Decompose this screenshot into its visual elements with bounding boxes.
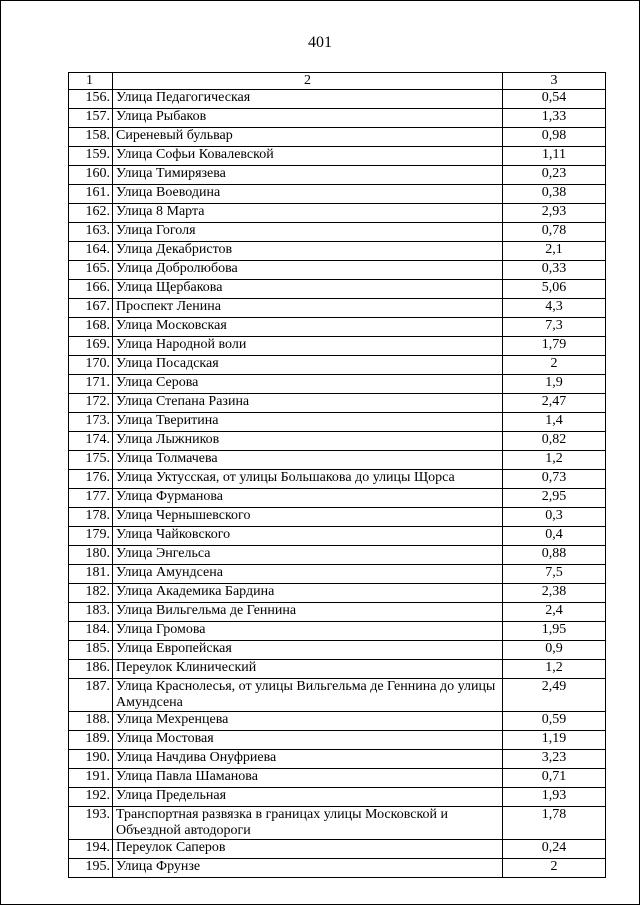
length-value: 1,2: [503, 659, 606, 678]
length-value: 1,11: [503, 146, 606, 165]
length-value: 7,5: [503, 564, 606, 583]
length-value: 3,23: [503, 749, 606, 768]
street-name: Улица Степана Разина: [113, 393, 503, 412]
row-number: 191.: [69, 768, 113, 787]
row-number: 194.: [69, 839, 113, 858]
row-number: 159.: [69, 146, 113, 165]
length-value: 2,4: [503, 602, 606, 621]
length-value: 0,78: [503, 222, 606, 241]
street-name: Улица Энгельса: [113, 545, 503, 564]
length-value: 0,38: [503, 184, 606, 203]
table-row: [69, 260, 606, 279]
length-value: 1,19: [503, 730, 606, 749]
row-number: 181.: [69, 564, 113, 583]
street-name: Улица Мехренцева: [113, 711, 503, 730]
row-number: 171.: [69, 374, 113, 393]
street-name: Улица Посадская: [113, 355, 503, 374]
table-header-row: [69, 73, 606, 90]
length-value: 0,33: [503, 260, 606, 279]
length-value: 2,93: [503, 203, 606, 222]
length-value: 0,71: [503, 768, 606, 787]
row-number: 169.: [69, 336, 113, 355]
table-row: [69, 393, 606, 412]
street-name: Улица Академика Бардина: [113, 583, 503, 602]
row-number: 190.: [69, 749, 113, 768]
table-row: [69, 336, 606, 355]
length-value: 1,4: [503, 412, 606, 431]
table-row: [69, 450, 606, 469]
page-number: 401: [308, 34, 332, 51]
length-value: 0,23: [503, 165, 606, 184]
table-row: [69, 374, 606, 393]
length-value: 2,47: [503, 393, 606, 412]
row-number: 180.: [69, 545, 113, 564]
street-name: Улица Чайковского: [113, 526, 503, 545]
street-name: Сиреневый бульвар: [113, 127, 503, 146]
row-number: 176.: [69, 469, 113, 488]
row-number: 184.: [69, 621, 113, 640]
row-number: 183.: [69, 602, 113, 621]
row-number: 188.: [69, 711, 113, 730]
length-value: 0,54: [503, 89, 606, 108]
length-value: 2,38: [503, 583, 606, 602]
table-row: [69, 412, 606, 431]
street-name: Улица Воеводина: [113, 184, 503, 203]
length-value: 0,73: [503, 469, 606, 488]
row-number: 179.: [69, 526, 113, 545]
header-col-1: 1: [69, 73, 113, 90]
street-name: Улица Амундсена: [113, 564, 503, 583]
row-number: 172.: [69, 393, 113, 412]
row-number: 161.: [69, 184, 113, 203]
street-name: Улица Тверитина: [113, 412, 503, 431]
row-number: 170.: [69, 355, 113, 374]
street-name: Улица Фурманова: [113, 488, 503, 507]
length-value: 1,9: [503, 374, 606, 393]
length-value: 1,79: [503, 336, 606, 355]
table-row: [69, 469, 606, 488]
street-name: Улица Чернышевского: [113, 507, 503, 526]
street-name: Улица Краснолесья, от улицы Вильгельма де Геннина до улицы Амундсена: [113, 678, 503, 711]
table-row: [69, 184, 606, 203]
table-row: [69, 787, 606, 806]
table-row: [69, 317, 606, 336]
street-name: Улица Начдива Онуфриева: [113, 749, 503, 768]
street-name: Улица Предельная: [113, 787, 503, 806]
length-value: 0,82: [503, 431, 606, 450]
street-name: Улица Софьи Ковалевской: [113, 146, 503, 165]
street-name: Улица Добролюбова: [113, 260, 503, 279]
street-name: Улица Уктусская, от улицы Большакова до улицы Щорса: [113, 469, 503, 488]
table-row: [69, 526, 606, 545]
row-number: 163.: [69, 222, 113, 241]
street-name: Переулок Клинический: [113, 659, 503, 678]
table-row: [69, 730, 606, 749]
table-row: [69, 165, 606, 184]
row-number: 165.: [69, 260, 113, 279]
row-number: 174.: [69, 431, 113, 450]
row-number: 160.: [69, 165, 113, 184]
row-number: 166.: [69, 279, 113, 298]
streets-table: [68, 72, 606, 878]
table-row: [69, 659, 606, 678]
street-name: Улица 8 Марта: [113, 203, 503, 222]
table-row: [69, 749, 606, 768]
street-name: Улица Толмачева: [113, 450, 503, 469]
street-name: Улица Громова: [113, 621, 503, 640]
length-value: 0,59: [503, 711, 606, 730]
length-value: 5,06: [503, 279, 606, 298]
length-value: 1,2: [503, 450, 606, 469]
table-body: [69, 89, 606, 877]
table-row: [69, 839, 606, 858]
table-row: [69, 298, 606, 317]
table-row: [69, 355, 606, 374]
street-name: Улица Московская: [113, 317, 503, 336]
length-value: 1,95: [503, 621, 606, 640]
street-name: Улица Лыжников: [113, 431, 503, 450]
length-value: 0,4: [503, 526, 606, 545]
row-number: 167.: [69, 298, 113, 317]
table-row: [69, 89, 606, 108]
street-name: Улица Тимирязева: [113, 165, 503, 184]
table-row: [69, 507, 606, 526]
table-row: [69, 564, 606, 583]
row-number: 195.: [69, 858, 113, 877]
street-name: Переулок Саперов: [113, 839, 503, 858]
table-row: [69, 640, 606, 659]
length-value: 0,88: [503, 545, 606, 564]
row-number: 189.: [69, 730, 113, 749]
row-number: 162.: [69, 203, 113, 222]
table-row: [69, 583, 606, 602]
length-value: 2,49: [503, 678, 606, 711]
row-number: 187.: [69, 678, 113, 711]
street-name: Улица Щербакова: [113, 279, 503, 298]
row-number: 177.: [69, 488, 113, 507]
row-number: 182.: [69, 583, 113, 602]
street-name: Проспект Ленина: [113, 298, 503, 317]
header-col-3: 3: [503, 73, 606, 90]
table-row: [69, 545, 606, 564]
length-value: 1,33: [503, 108, 606, 127]
street-name: Улица Декабристов: [113, 241, 503, 260]
length-value: 4,3: [503, 298, 606, 317]
table-row: [69, 127, 606, 146]
row-number: 158.: [69, 127, 113, 146]
length-value: 1,93: [503, 787, 606, 806]
table-row: [69, 241, 606, 260]
table-row: [69, 108, 606, 127]
length-value: 2,1: [503, 241, 606, 260]
row-number: 173.: [69, 412, 113, 431]
row-number: 157.: [69, 108, 113, 127]
table-row: [69, 768, 606, 787]
length-value: 2,95: [503, 488, 606, 507]
header-col-2: 2: [113, 73, 503, 90]
row-number: 185.: [69, 640, 113, 659]
street-name: Улица Павла Шаманова: [113, 768, 503, 787]
row-number: 175.: [69, 450, 113, 469]
length-value: 7,3: [503, 317, 606, 336]
table-row: [69, 602, 606, 621]
street-name: Улица Мостовая: [113, 730, 503, 749]
table-row: [69, 621, 606, 640]
table-row: [69, 279, 606, 298]
street-name: Улица Серова: [113, 374, 503, 393]
street-name: Улица Рыбаков: [113, 108, 503, 127]
row-number: 193.: [69, 806, 113, 839]
street-name: Улица Вильгельма де Геннина: [113, 602, 503, 621]
table-row: [69, 146, 606, 165]
table-row: [69, 806, 606, 839]
length-value: 0,3: [503, 507, 606, 526]
length-value: 0,24: [503, 839, 606, 858]
length-value: 0,98: [503, 127, 606, 146]
table-row: [69, 431, 606, 450]
table-row: [69, 488, 606, 507]
row-number: 156.: [69, 89, 113, 108]
row-number: 192.: [69, 787, 113, 806]
street-name: Улица Народной воли: [113, 336, 503, 355]
length-value: 0,9: [503, 640, 606, 659]
street-name: Улица Гоголя: [113, 222, 503, 241]
row-number: 164.: [69, 241, 113, 260]
street-name: Улица Фрунзе: [113, 858, 503, 877]
row-number: 168.: [69, 317, 113, 336]
length-value: 2: [503, 355, 606, 374]
table-row: [69, 678, 606, 711]
street-name: Транспортная развязка в границах улицы Московской и Объездной автодороги: [113, 806, 503, 839]
street-name: Улица Педагогическая: [113, 89, 503, 108]
table-row: [69, 711, 606, 730]
street-name: Улица Европейская: [113, 640, 503, 659]
length-value: 2: [503, 858, 606, 877]
row-number: 178.: [69, 507, 113, 526]
length-value: 1,78: [503, 806, 606, 839]
table-row: [69, 203, 606, 222]
table-row: [69, 858, 606, 877]
row-number: 186.: [69, 659, 113, 678]
table-row: [69, 222, 606, 241]
